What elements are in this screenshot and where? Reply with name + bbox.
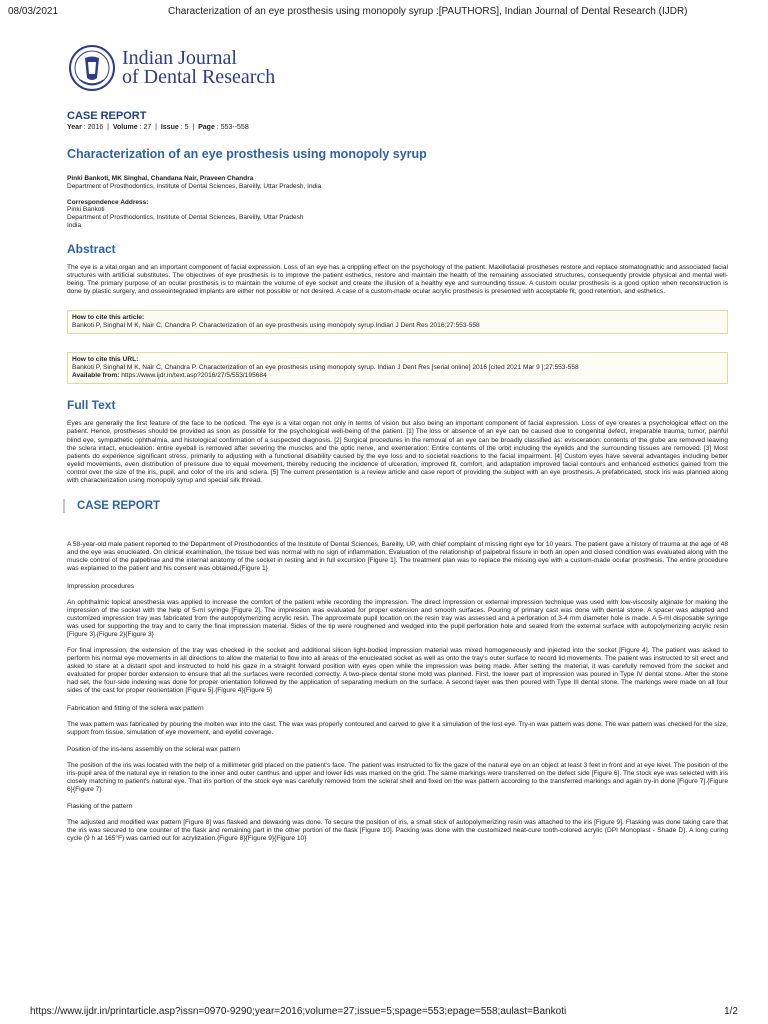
correspondence-dept: Department of Prosthodontics, Institute of Dental Sciences, Bareilly, Uttar Pradesh — [67, 214, 304, 221]
article-meta: Year : 2016 | Volume : 27 | Issue : 5 | Page : 553--558 — [67, 124, 249, 131]
wax-heading: Fabrication and fitting of the sclera wax pattern — [67, 704, 204, 712]
impression-heading: Impression procedures — [67, 582, 135, 590]
journal-logo[interactable] — [68, 44, 275, 92]
correspondence-name: Pinki Bankoti — [67, 206, 105, 213]
impression-text-2: For final impression, the extension of the tray was checked in the socket and additional silicon light-bodied impression material was mixed homogeneously and injected into the socket [Figure 4]. The patient was asked to perform his normal eye movements in all directions to allow the material to flow into all areas of the enucleated socket as well as onto the tray's outer surface to record lid movements. The patient was instructed to sit erect and asked to stare at a distant spot and instructed to hold his gaze in a straight forward position with eyes open while the impression was being made. After setting the material, it was carefully removed from the socket and evaluated for proper border extension to ensure that all the surfaces were recorded correctly. A two-piece dental stone mold was planned. First, the lower part of impression was poured in Type IV dental stone. After the stone had set, the four-side indexing was done for proper orientation followed by the application of separating medium on the surface. A second layer was then poured with Type III dental stone. The markings were made on all four sides of the cast for proper reorientation [Figure 5].{Figure 4}{Figure 5} — [67, 646, 728, 695]
available-link[interactable]: https://www.ijdr.in/text.asp?2016/27/5/553/195684 — [119, 372, 267, 380]
full-text-heading: Full Text — [67, 398, 116, 413]
flask-text: The adjusted and modified wax pattern [Figure 8] was flasked and dewaxing was done. To secure the position of iris, a small stick of autopolymerizing resin was attached to the iris [Figure 9]. Flasking was done taking care that the iris was secured to one counter of the flask and remaining part in the other portion of the flask [Figure 10]. Packing was done with the customized heat-cure tooth-colored acrylic (DPI Monoplast - Shade D). A long curing cycle (9 h at 165°F) was carried out for acrylization.{Figure 8}{Figure 9}{Figure 10} — [67, 819, 728, 843]
iris-heading: Position of the iris-lens assembly on the scleral wax pattern — [67, 745, 240, 753]
cite-url-box — [67, 352, 728, 384]
article-type: CASE REPORT — [67, 110, 147, 122]
article-content — [67, 110, 728, 843]
abstract-text: The eye is a vital organ and an important component of facial expression. Loss of an eye has a crippling effect on the psychology of the patient. Maxillofacial prostheses restore and replace stomatognathic and associated facial structures with artificial substitutes. The objectives of eye prosthesis is to improve the patient esthetics, restore and maintain the health of the remaining associated structures, consequently provide physical and mental well-being. The primary purpose of an ocular prosthesis is to maintain the volume of eye socket and create the illusion of a healthy eye and surrounding tissue. A custom ocular prosthesis is a good option when reconstruction is done by plastic surgery, and osseointegrated implants are either not possible or not desired. A case of a custom-made ocular acrylic prosthesis is presented with acceptable fit, good retention, and esthetics. — [67, 264, 728, 296]
iris-text: The position of the iris was located with the help of a millimeter grid placed on the patient's face. The patient was instructed to fix the gaze of the natural eye on an object at least 3 feet in front and at eye level. The position of the iris-pupil area of the natural eye in relation to the inner and outer canthus and upper and lower lids was marked on the grid. The same markings were transferred on the defect side [Figure 6]. The stock eye was selected with iris closely matching to patient's natural eye. That iris portion of the stock eye was carefully removed from the scleral shell and fixed on the wax pattern according to the transferred markings and again try-in done [Figure 7].{Figure 6}{Figure 7} — [67, 761, 728, 793]
print-date: 08/03/2021 — [8, 6, 59, 17]
abstract-heading: Abstract — [67, 242, 116, 256]
article-title: Characterization of an eye prosthesis using monopoly syrup — [67, 147, 427, 161]
case-text: A 58-year-old male patient reported to the Department of Prosthodontics of the Institute of Dental Sciences, Bareilly, UP, with chief complaint of missing right eye for 10 years. The patient gave a history of trauma at the age of 48 and the eye was enucleated. On clinical examination, the tissue bed was normal with no sign of inflammation. Evaluation of the relationship of palpebral fissure in both an open and closed condition was evaluated along with the muscle control of the palpebrae and the internal anatomy of the socket in resting and in full excursion [Figure 1]. The treatment plan was to replace the missing eye with a custom-made ocular prosthesis. The entire procedure was explained to the patient and his consent was obtained.{Figure 1} — [67, 541, 728, 573]
case-report-heading — [63, 499, 728, 513]
cite-article-text: Bankoti P, Singhal M K, Nair C, Chandra P. Characterization of an eye prosthesis using monopoly syrup.Indian J Dent Res 2016;27:553-558 — [72, 322, 480, 330]
cite-article-box — [67, 310, 728, 334]
cite-article-label: How to cite this article: — [72, 314, 145, 322]
author-affiliation: Department of Prosthodontics, Institute of Dental Sciences, Bareilly, Uttar Pradesh, India — [67, 183, 322, 190]
print-url: https://www.ijdr.in/printarticle.asp?issn=0970-9290;year=2016;volume=27;issue=5;spage=553;epage=558;aulast=Bankoti — [30, 1006, 567, 1017]
intro-text: Eyes are generally the first feature of the face to be noticed. The eye is a vital organ not only in terms of vision but also being an important component of facial expression. Loss of eye creates a psychological effect on the patient. Hence, prostheses should be provided as soon as possible for the psychological well-being of the patient. [1] The loss or absence of an eye can be caused due to congenital defect, irreparable trauma, tumor, painful blind eye, sympathetic ophthalmia, and histological confirmation of a suspected diagnosis. [2] Surgical procedures in the removal of an eye can be broadly classified as: evisceration: contents of the globe are removed leaving the sclera intact, enucleation: entire eyeball is removed after severing the muscles and the optic nerve, and exenteration: Entire contents of the orbit including the eyelids and the surrounding tissues are removed. [3] Most patients do experience significant stress, primarily to adjusting with a functional disability caused by the eye loss and to societal reactions to the facial impairment. [4] Custom eyes have several advantages including better eyelid movements, even distribution of pressure due to equal movement, thereby reducing the incidence of ulceration, improved fit, comfort, and adaptation improved facial contours and enhanced esthetics gained from the control over the size of the iris, pupil, and color of the iris and sclera. [5] The current presentation is a review article and case report of providing the subject with an eye prosthesis. A prefabricated, stock iris was planned along with characterization using monopoly syrup and special silk thread. — [67, 420, 728, 485]
correspondence-country: India — [67, 222, 82, 229]
print-title: Characterization of an eye prosthesis using monopoly syrup :[PAUTHORS], Indian Journal of Dental Research (IJDR) — [168, 6, 688, 17]
wax-text: The wax pattern was fabricated by pouring the molten wax into the cast. The wax was properly contoured and carved to give it a simulation of the lost eye. Try-in wax pattern was done. The wax pattern was checked for the size, support from tissue, simulation of eye movement, and eyelid coverage. — [67, 720, 728, 736]
correspondence-label: Correspondence Address: — [67, 199, 149, 206]
heading-bar — [63, 499, 65, 513]
print-header — [8, 6, 760, 20]
cite-url-text: Bankoti P, Singhal M K, Nair C, Chandra P. Characterization of an eye prosthesis using monopoly syrup. Indian J Dent Res [serial online] 2016 [cited 2021 Mar 9 ];27:553-558 — [72, 364, 579, 372]
journal-emblem-icon — [68, 44, 116, 92]
journal-name: Indian Journal of Dental Research — [122, 47, 276, 88]
print-page-number: 1/2 — [724, 1006, 738, 1017]
flask-heading: Flasking of the pattern — [67, 803, 133, 811]
impression-text-1: An ophthalmic topical anesthesia was applied to increase the comfort of the patient while recording the impression. The direct impression or external impression technique was used with low-viscosity alginate for making the impression of the socket with the help of 5-ml syringe [Figure 2]. The impression was evaluated for proper extension and smooth surfaces. Pouring of primary cast was done with dental stone. A spacer was adapted and customized impression tray was fabricated from the autopolymerizing acrylic resin. The approximate pupil location on the resin tray was assessed and a perforation of 3-4 mm diameter hole is made. A 5-ml disposable syringe was used for supporting the tray and to carry the final impression material. Sides of the tip were roughened and wedged into the pupil perforation hole and sealed from the external surface with autopolymerizing acrylic resin [Figure 3].{Figure 2}{Figure 3} — [67, 598, 728, 638]
cite-url-label: How to cite this URL: — [72, 356, 139, 364]
author-list: Pinki Bankoti, MK Singhal, Chandana Nair, Praveen Chandra — [67, 175, 254, 182]
print-footer — [30, 1006, 738, 1020]
available-label: Available from: — [72, 372, 120, 380]
case-report-title: CASE REPORT — [77, 500, 161, 513]
